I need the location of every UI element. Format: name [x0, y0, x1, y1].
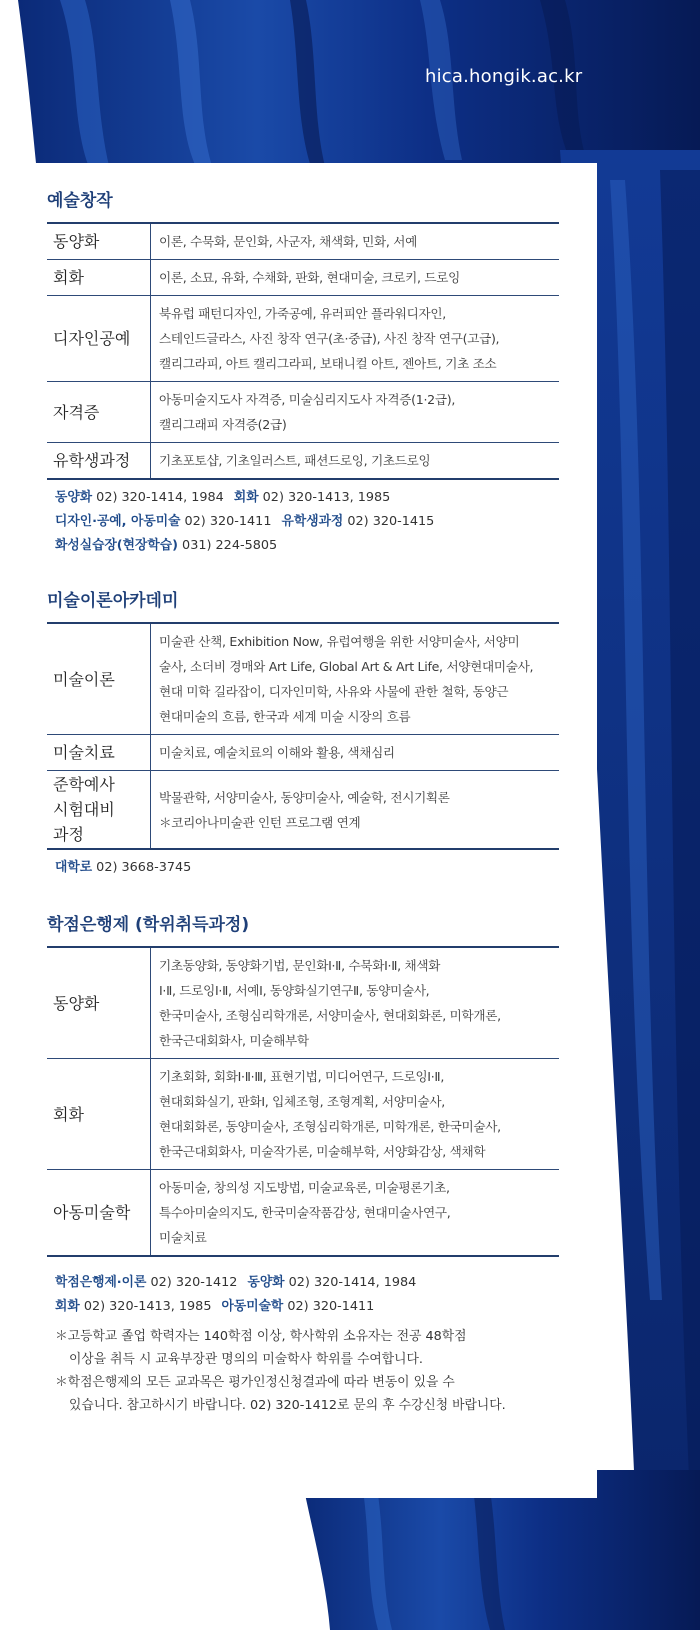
category-cell: [47, 771, 151, 850]
course-line: 아동미술, 창의성 지도방법, 미술교육론, 미술평론기초,: [159, 1180, 450, 1195]
course-description: [151, 1059, 560, 1170]
notes: [47, 1325, 559, 1417]
course-line: 캘리그라피, 아트 캘리그라피, 보태니컬 아트, 젠아트, 기초 조소: [159, 356, 497, 371]
contact-label: 화성실습장(현장학습): [55, 538, 178, 553]
course-description: [151, 623, 560, 735]
course-line: 특수아미술의지도, 한국미술작품감상, 현대미술사연구,: [159, 1205, 451, 1220]
phone-number[interactable]: 02) 320-1413, 1985: [262, 490, 391, 505]
course-line: 박물관학, 서양미술사, 동양미술사, 예술학, 전시기획론: [159, 789, 450, 805]
table-row: [47, 1170, 559, 1257]
section-title: 미술이론아카데미: [47, 591, 179, 611]
category-label: 아동미술학: [53, 1203, 131, 1222]
contact-info: [47, 486, 559, 558]
note-line: [47, 1348, 559, 1371]
contact-info: [47, 1271, 559, 1319]
table-row: [47, 382, 559, 443]
phone-number[interactable]: 02) 320-1414, 1984: [96, 490, 224, 505]
course-line: 기초회화, 회화Ⅰ·Ⅱ·Ⅲ, 표현기법, 미디어연구, 드로잉Ⅰ·Ⅱ,: [159, 1069, 445, 1084]
course-line: 술사, 소더비 경매와 Art Life, Global Art & Art Life, 서양현대미술사,: [159, 659, 534, 674]
note-line: [47, 1394, 559, 1417]
section: [47, 180, 559, 558]
contact-label: 회화: [233, 490, 259, 505]
table-row: [47, 947, 559, 1059]
contact-line: [47, 1271, 559, 1295]
course-line: 한국미술사, 조형심리학개론, 서양미술사, 현대회화론, 미학개론,: [159, 1008, 501, 1023]
course-line: Ⅰ·Ⅱ, 드로잉Ⅰ·Ⅱ, 서예Ⅰ, 동양화실기연구Ⅱ, 동양미술사,: [159, 983, 430, 998]
contact-line: [47, 856, 559, 880]
phone-number[interactable]: 02) 320-1411: [184, 514, 272, 529]
course-description: [151, 771, 560, 850]
table-row: [47, 260, 559, 296]
section-title: 예술창작: [47, 191, 113, 211]
course-line: 미술치료: [159, 1230, 207, 1245]
table-row: [47, 735, 559, 771]
course-line: 아동미술지도사 자격증, 미술심리지도사 자격증(1·2급),: [159, 392, 456, 407]
category-label: 회화: [53, 1104, 84, 1124]
course-description: [151, 382, 560, 443]
category-label: 과정: [53, 825, 84, 844]
course-description: [151, 443, 560, 480]
course-line: 현대회화실기, 판화Ⅰ, 입체조형, 조형계획, 서양미술사,: [159, 1094, 445, 1109]
category-cell: [47, 623, 151, 735]
category-label: 미술치료: [53, 743, 115, 762]
category-label: 자격증: [53, 402, 100, 422]
contact-label: 동양화: [55, 490, 93, 505]
course-line: 미술관 산책, Exhibition Now, 유럽여행을 위한 서양미술사, 서양미: [159, 634, 520, 649]
phone-number[interactable]: 02) 320-1412: [150, 1275, 238, 1290]
course-line: 한국근대회화사, 미술해부학: [159, 1033, 309, 1048]
course-description: [151, 735, 560, 771]
course-line: 캘리그래피 자격증(2급): [159, 417, 287, 432]
course-line: 현대미술의 흐름, 한국과 세계 미술 시장의 흐름: [159, 709, 411, 724]
phone-number[interactable]: 02) 3668-3745: [96, 860, 192, 875]
category-label: 준학예사: [53, 775, 115, 794]
contact-label: 학점은행제·이론: [55, 1275, 147, 1290]
category-label: 유학생과정: [53, 451, 131, 470]
category-cell: [47, 1059, 151, 1170]
course-line: 이론, 소묘, 유화, 수채화, 판화, 현대미술, 크로키, 드로잉: [159, 270, 461, 285]
course-description: [151, 296, 560, 382]
course-description: [151, 260, 560, 296]
contact-line: [47, 1295, 559, 1319]
category-label: 디자인공예: [53, 329, 131, 348]
category-cell: [47, 735, 151, 771]
note-line: [47, 1325, 559, 1348]
course-line: 기초동양화, 동양화기법, 문인화Ⅰ·Ⅱ, 수묵화Ⅰ·Ⅱ, 채색화: [159, 958, 441, 973]
category-cell: [47, 260, 151, 296]
category-cell: [47, 947, 151, 1059]
contact-label: 유학생과정: [281, 514, 344, 529]
note-text: 있습니다. 참고하시기 바랍니다. 02) 320-1412로 문의 후 수강신청 바랍니다.: [69, 1398, 506, 1413]
note-text: 이상을 취득 시 교육부장관 명의의 미술학사 학위를 수여합니다.: [69, 1352, 423, 1367]
section-title: 학점은행제 (학위취득과정): [47, 915, 250, 935]
course-line: 기초포토샵, 기초일러스트, 패션드로잉, 기초드로잉: [159, 453, 431, 468]
course-description: [151, 223, 560, 260]
course-line: 미술치료, 예술치료의 이해와 활용, 색채심리: [159, 745, 395, 760]
phone-number[interactable]: 031) 224-5805: [182, 538, 278, 553]
course-line: 북유럽 패턴디자인, 가죽공예, 유러피안 플라워디자인,: [159, 306, 446, 321]
category-label: 동양화: [53, 993, 100, 1013]
contact-label: 회화: [55, 1299, 80, 1314]
phone-number[interactable]: 02) 320-1414, 1984: [288, 1275, 417, 1290]
table-row: [47, 223, 559, 260]
section: [47, 580, 559, 880]
table-row: [47, 1059, 559, 1170]
course-line: 스테인드글라스, 사진 창작 연구(초·중급), 사진 창작 연구(고급),: [159, 331, 500, 346]
category-label: 회화: [53, 268, 84, 287]
category-cell: [47, 1170, 151, 1257]
table-row: [47, 443, 559, 480]
course-line: 현대 미학 길라잡이, 디자인미학, 사유와 사물에 관한 철학, 동양근: [159, 684, 509, 699]
contact-line: [47, 486, 559, 510]
contact-label: 대학로: [55, 860, 93, 875]
course-list: [47, 180, 559, 1417]
course-table: [47, 622, 559, 850]
category-cell: [47, 296, 151, 382]
category-label: 미술이론: [53, 669, 115, 689]
category-cell: [47, 223, 151, 260]
contact-label: 아동미술학: [221, 1299, 284, 1314]
note-text: ＊고등학교 졸업 학력자는 140학점 이상, 학사학위 소유자는 전공 48학점: [55, 1329, 467, 1344]
contact-line: [47, 534, 559, 558]
website-url[interactable]: hica.hongik.ac.kr: [425, 66, 583, 87]
table-row: [47, 771, 559, 850]
contact-label: 동양화: [247, 1275, 285, 1290]
phone-number[interactable]: 02) 320-1413, 1985: [83, 1299, 212, 1314]
contact-line: [47, 510, 559, 534]
phone-number[interactable]: 02) 320-1415: [347, 514, 435, 529]
category-label: 시험대비: [53, 800, 115, 819]
course-line: 현대회화론, 동양미술사, 조형심리학개론, 미학개론, 한국미술사,: [159, 1119, 501, 1134]
contact-label: 디자인·공예, 아동미술: [55, 514, 181, 529]
course-description: [151, 1170, 560, 1257]
course-line: ＊코리아나미술관 인턴 프로그램 연계: [159, 814, 361, 830]
table-row: [47, 623, 559, 735]
category-label: 동양화: [53, 232, 100, 251]
note-line: [47, 1371, 559, 1394]
contact-info: [47, 856, 559, 880]
course-table: [47, 222, 559, 480]
course-table: [47, 946, 559, 1257]
course-line: 이론, 수묵화, 문인화, 사군자, 채색화, 민화, 서예: [159, 234, 418, 249]
course-description: [151, 947, 560, 1059]
note-text: ＊학점은행제의 모든 교과목은 평가인정신청결과에 따라 변동이 있을 수: [55, 1375, 455, 1390]
section: [47, 904, 559, 1417]
category-cell: [47, 382, 151, 443]
course-line: 한국근대회화사, 미술작가론, 미술해부학, 서양화감상, 색채학: [159, 1144, 486, 1159]
phone-number[interactable]: 02) 320-1411: [287, 1299, 375, 1314]
category-cell: [47, 443, 151, 480]
table-row: [47, 296, 559, 382]
